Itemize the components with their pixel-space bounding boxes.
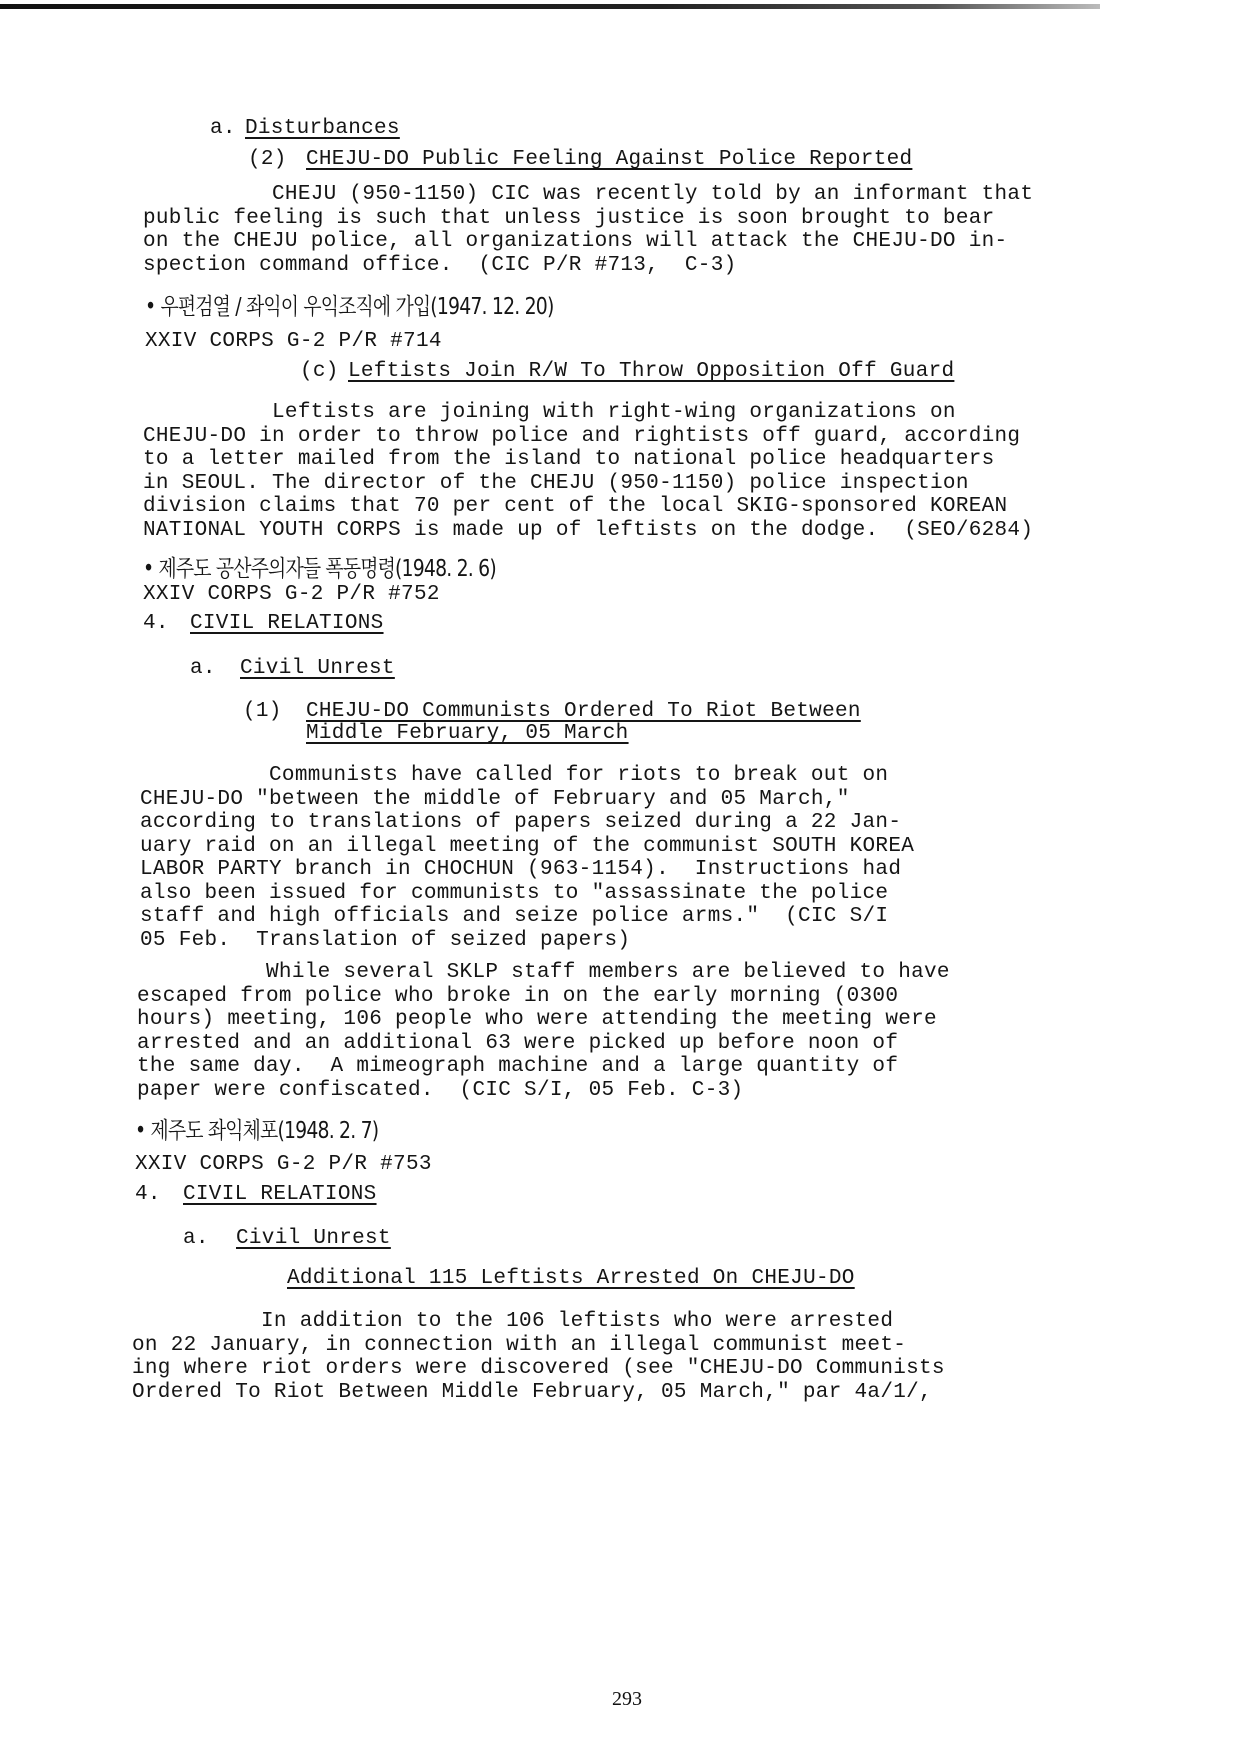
paragraph-line: the same day. A mimeograph machine and a large quantity of (137, 1055, 899, 1078)
paragraph-line: NATIONAL YOUTH CORPS is made up of leftists on the dodge. (SEO/6284) (143, 518, 1034, 542)
paragraph-line: on 22 January, in connection with an illegal communist meet- (132, 1333, 907, 1357)
paragraph-line: arrested and an additional 63 were picked up before noon of (137, 1031, 899, 1055)
paragraph-line: escaped from police who broke in on the early morning (0300 (137, 984, 899, 1008)
paragraph-line: Ordered To Riot Between Middle February, 05 March," par 4a/1/, (132, 1380, 932, 1404)
paragraph-line: CHEJU (950-1150) CIC was recently told by an informant that (143, 183, 1034, 206)
section2-paragraph (143, 401, 1033, 542)
section2-report-ref: XXIV CORPS G-2 P/R #714 (145, 330, 442, 353)
section2-label-c: (c) (300, 360, 339, 383)
page-number: 293 (612, 1688, 642, 1710)
section1-heading-public-feeling: CHEJU-DO Public Feeling Against Police Reported (306, 148, 913, 171)
paragraph-line: public feeling is such that unless justice is soon brought to bear (143, 206, 995, 230)
paragraph-line: on the CHEJU police, all organizations will attack the CHEJU-DO in- (143, 230, 1008, 253)
paragraph-line: spection command office. (CIC P/R #713, C-3) (143, 253, 737, 277)
paragraph-line: paper were confiscated. (CIC S/I, 05 Feb. C-3) (137, 1078, 744, 1102)
section2-korean-heading: • 우편검열 / 좌익이 우익조직에 가입(1947. 12. 20) (145, 294, 554, 320)
paragraph-line: CHEJU-DO "between the middle of February and 05 March," (140, 787, 850, 811)
section4-report-ref: XXIV CORPS G-2 P/R #753 (135, 1153, 432, 1176)
section4-korean-heading: • 제주도 좌익체포(1948. 2. 7) (135, 1118, 379, 1144)
paragraph-line: hours) meeting, 106 people who were attending the meeting were (137, 1008, 937, 1031)
section3-heading-riot-line1: CHEJU-DO Communists Ordered To Riot Between (306, 700, 861, 723)
paragraph-line: also been issued for communists to "assassinate the police (140, 881, 889, 905)
paragraph-line: division claims that 70 per cent of the local SKIG-sponsored KOREAN (143, 495, 1008, 518)
section3-paragraph1 (140, 764, 914, 952)
paragraph-line: 05 Feb. Translation of seized papers) (140, 928, 631, 952)
section3-report-ref: XXIV CORPS G-2 P/R #752 (143, 583, 440, 606)
section4-heading-additional-arrests: Additional 115 Leftists Arrested On CHEJU-DO (287, 1267, 855, 1290)
section3-label-1: (1) (243, 700, 282, 723)
section1-heading-disturbances: Disturbances (245, 117, 400, 140)
paragraph-line: ing where riot orders were discovered (see "CHEJU-DO Communists (132, 1357, 945, 1380)
paragraph-line: Leftists are joining with right-wing organizations on (143, 401, 956, 424)
paragraph-line: according to translations of papers seized during a 22 Jan- (140, 811, 902, 834)
section4-label-a: a. (183, 1227, 209, 1250)
section3-heading-civil-unrest: Civil Unrest (240, 657, 395, 680)
section2-heading-leftists-join: Leftists Join R/W To Throw Opposition Off Guard (348, 360, 955, 383)
section1-label-2: (2) (248, 148, 287, 171)
scan-top-edge (0, 4, 1100, 9)
section1-paragraph (143, 183, 1033, 277)
section4-paragraph (132, 1310, 945, 1404)
section4-heading-civil-relations: CIVIL RELATIONS (183, 1183, 377, 1206)
section4-heading-civil-unrest: Civil Unrest (236, 1227, 391, 1250)
paragraph-line: In addition to the 106 leftists who were arrested (132, 1310, 894, 1333)
paragraph-line: CHEJU-DO in order to throw police and rightists off guard, according (143, 424, 1021, 448)
section3-korean-heading: • 제주도 공산주의자들 폭동명령(1948. 2. 6) (143, 556, 496, 582)
section3-label-4: 4. (143, 612, 169, 635)
section1-label-a: a. (210, 117, 236, 140)
section3-heading-civil-relations: CIVIL RELATIONS (190, 612, 384, 635)
section4-label-4: 4. (135, 1183, 161, 1206)
paragraph-line: Communists have called for riots to break out on (140, 764, 889, 787)
section3-heading-riot-line2: Middle February, 05 March (306, 722, 629, 745)
paragraph-line: uary raid on an illegal meeting of the communist SOUTH KOREA (140, 834, 915, 858)
paragraph-line: in SEOUL. The director of the CHEJU (950-1150) police inspection (143, 471, 969, 495)
paragraph-line: While several SKLP staff members are believed to have (137, 961, 950, 984)
paragraph-line: LABOR PARTY branch in CHOCHUN (963-1154). Instructions had (140, 858, 902, 881)
paragraph-line: staff and high officials and seize police arms." (CIC S/I (140, 905, 889, 928)
section3-paragraph2 (137, 961, 950, 1102)
paragraph-line: to a letter mailed from the island to national police headquarters (143, 448, 995, 471)
section3-label-a: a. (190, 657, 216, 680)
